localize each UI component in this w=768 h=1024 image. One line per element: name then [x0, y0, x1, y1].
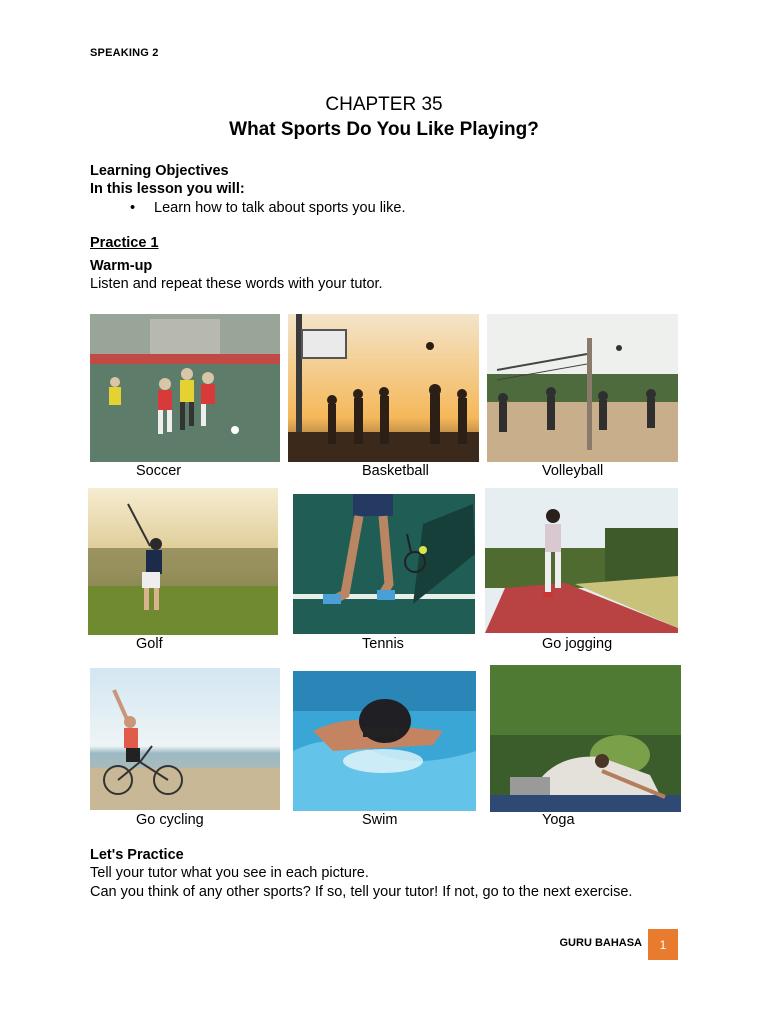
volleyball-photo [487, 314, 678, 462]
soccer-photo [90, 314, 280, 462]
objective-text: Learn how to talk about sports you like. [154, 200, 406, 216]
objectives-intro: In this lesson you will: [90, 181, 245, 197]
golf-photo [88, 488, 278, 635]
practice-subheading: Warm-up [90, 258, 153, 274]
chapter-title: What Sports Do You Like Playing? [229, 119, 539, 140]
jogging-photo [485, 488, 678, 633]
jogging-caption: Go jogging [542, 636, 613, 652]
objectives-heading: Learning Objectives [90, 163, 229, 179]
lets-practice-line2: Can you think of any other sports? If so, tell your tutor! If not, go to the next exercise. [90, 884, 633, 900]
swimming-photo [293, 671, 476, 811]
soccer-caption: Soccer [136, 463, 182, 479]
tennis-photo [293, 494, 475, 634]
yoga-photo [490, 665, 681, 812]
cycling-caption: Go cycling [136, 812, 204, 828]
lets-practice-line1: Tell your tutor what you see in each picture. [90, 865, 369, 881]
golf-caption: Golf [136, 636, 163, 652]
objective-bullet [130, 200, 405, 216]
footer-brand: GURU BAHASA [559, 937, 642, 949]
practice-heading: Practice 1 [90, 235, 159, 251]
volleyball-caption: Volleyball [542, 463, 604, 479]
page-number: 1 [648, 929, 678, 960]
tennis-caption: Tennis [362, 636, 404, 652]
practice-instruction: Listen and repeat these words with your tutor. [90, 276, 383, 292]
lets-practice-heading: Let's Practice [90, 847, 184, 863]
cycling-photo [90, 668, 280, 810]
chapter-number: CHAPTER 35 [325, 94, 443, 115]
bullet-dot: • [130, 200, 136, 216]
basketball-caption: Basketball [362, 463, 429, 479]
header-label: SPEAKING 2 [90, 47, 159, 59]
yoga-caption: Yoga [542, 812, 575, 828]
basketball-photo [288, 314, 479, 462]
swim-caption: Swim [362, 812, 398, 828]
